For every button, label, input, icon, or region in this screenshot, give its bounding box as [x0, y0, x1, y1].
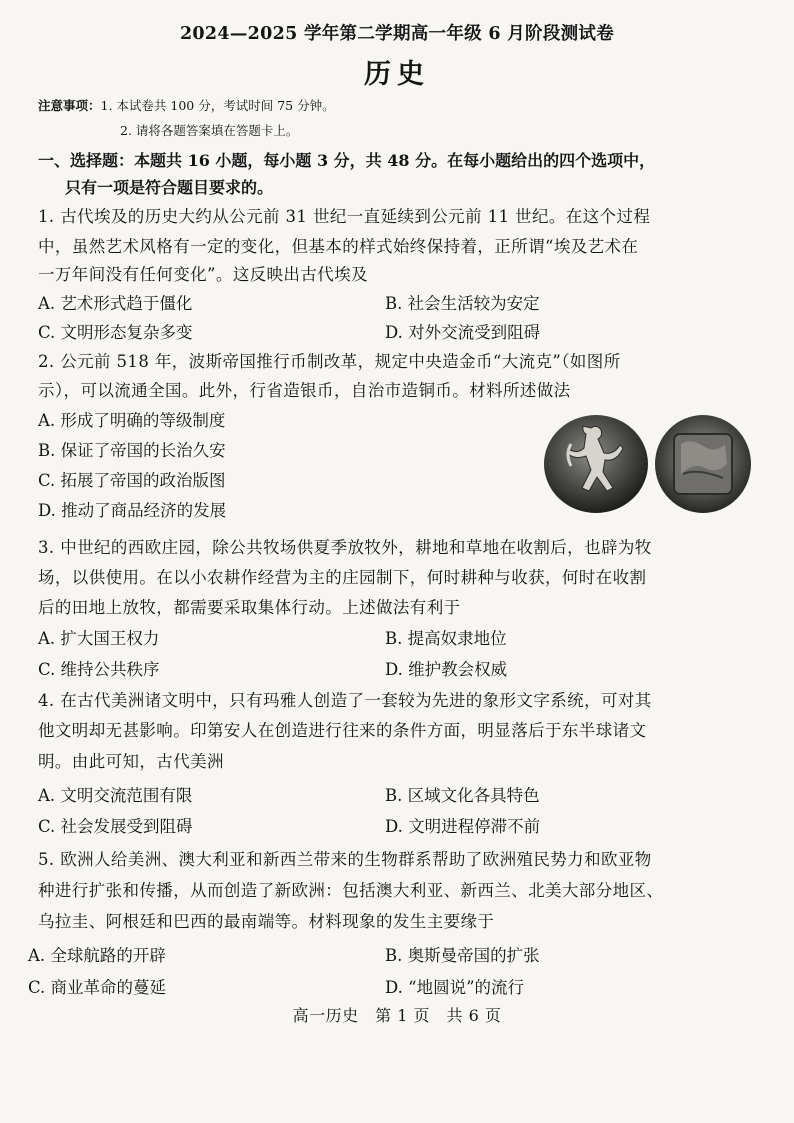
question-2-option-a[interactable]: A. 形成了明确的等级制度 [38, 411, 226, 430]
question-5-option-b[interactable]: B. 奥斯曼帝国的扩张 [385, 946, 540, 965]
question-5-option-a[interactable]: A. 全球航路的开辟 [28, 946, 166, 965]
section-heading: 一、选择题：本题共 16 小题，每小题 3 分，共 48 分。在每小题给出的四个选项中， [38, 151, 656, 170]
question-2-line-1: 2. 公元前 518 年，波斯帝国推行币制改革，规定中央造金币“大流克”（如图所 [38, 352, 621, 371]
question-4-line-2: 他文明却无甚影响。印第安人在创造进行往来的条件方面，明显落后于东半球诸文 [38, 721, 647, 740]
subject-title: 历史 [364, 59, 430, 90]
page-footer: 高一历史 第 1 页 共 6 页 [292, 1006, 502, 1025]
question-1-line-3: 一万年间没有任何变化”。这反映出古代埃及 [38, 265, 368, 284]
question-3-line-2: 场，以供使用。在以小农耕作经营为主的庄园制下，何时耕种与收获，何时在收割 [38, 568, 647, 587]
question-3-line-3: 后的田地上放牧，都需要采取集体行动。上述做法有利于 [38, 598, 461, 617]
question-5-option-c[interactable]: C. 商业革命的蔓延 [28, 978, 167, 997]
question-4-line-3: 明。由此可知，古代美洲 [38, 752, 224, 771]
question-4-option-b[interactable]: B. 区域文化各具特色 [385, 786, 540, 805]
question-4-option-d[interactable]: D. 文明进程停滞不前 [385, 817, 541, 836]
notes-label: 注意事项： [38, 98, 101, 113]
question-2-option-c[interactable]: C. 拓展了帝国的政治版图 [38, 471, 226, 490]
question-2-option-b[interactable]: B. 保证了帝国的长治久安 [38, 441, 226, 460]
coin-obverse [544, 415, 648, 513]
coin-reverse [655, 415, 751, 513]
question-1-line-1: 1. 古代埃及的历史大约从公元前 31 世纪一直延续到公元前 11 世纪。在这个过程 [38, 207, 651, 226]
question-3-option-c[interactable]: C. 维持公共秩序 [38, 660, 160, 679]
question-1-option-a[interactable]: A. 艺术形式趋于僵化 [38, 294, 193, 313]
question-3-option-d[interactable]: D. 维护教会权威 [385, 660, 508, 679]
question-1-option-c[interactable]: C. 文明形态复杂多变 [38, 323, 193, 342]
notes-item-2: 2. 请将各题答案填在答题卡上。 [120, 123, 299, 138]
question-4-option-c[interactable]: C. 社会发展受到阻碍 [38, 817, 193, 836]
notes-line-1 [38, 96, 335, 114]
notes-item-1: 1. 本试卷共 100 分，考试时间 75 分钟。 [100, 98, 335, 113]
question-1-option-b[interactable]: B. 社会生活较为安定 [385, 294, 540, 313]
question-5-line-3: 乌拉圭、阿根廷和巴西的最南端等。材料现象的发生主要缘于 [38, 912, 495, 931]
question-2-line-2: 示），可以流通全国。此外，行省造银币，自治市造铜币。材料所述做法 [38, 381, 571, 400]
question-3-option-a[interactable]: A. 扩大国王权力 [38, 629, 160, 648]
exam-title: 2024—2025 学年第二学期高一年级 6 月阶段测试卷 [179, 24, 615, 44]
question-5-line-1: 5. 欧洲人给美洲、澳大利亚和新西兰带来的生物群系帮助了欧洲殖民势力和欧亚物 [38, 850, 652, 869]
question-1-option-d[interactable]: D. 对外交流受到阻碍 [385, 323, 541, 342]
question-1-line-2: 中，虽然艺术风格有一定的变化，但基本的样式始终保持着，正所谓“埃及艺术在 [38, 237, 639, 256]
question-5-line-2: 种进行扩张和传播，从而创造了新欧洲：包括澳大利亚、新西兰、北美大部分地区、 [38, 881, 664, 900]
question-3-option-b[interactable]: B. 提高奴隶地位 [385, 629, 507, 648]
daric-coin-image [543, 414, 753, 514]
question-4-line-1: 4. 在古代美洲诸文明中，只有玛雅人创造了一套较为先进的象形文字系统，可对其 [38, 691, 652, 710]
question-3-line-1: 3. 中世纪的西欧庄园，除公共牧场供夏季放牧外，耕地和草地在收割后，也辟为牧 [38, 538, 652, 557]
question-4-option-a[interactable]: A. 文明交流范围有限 [38, 786, 193, 805]
question-5-option-d[interactable]: D. “地圆说”的流行 [385, 978, 525, 997]
question-2-option-d[interactable]: D. 推动了商品经济的发展 [38, 501, 227, 520]
section-heading-cont: 只有一项是符合题目要求的。 [65, 178, 274, 197]
